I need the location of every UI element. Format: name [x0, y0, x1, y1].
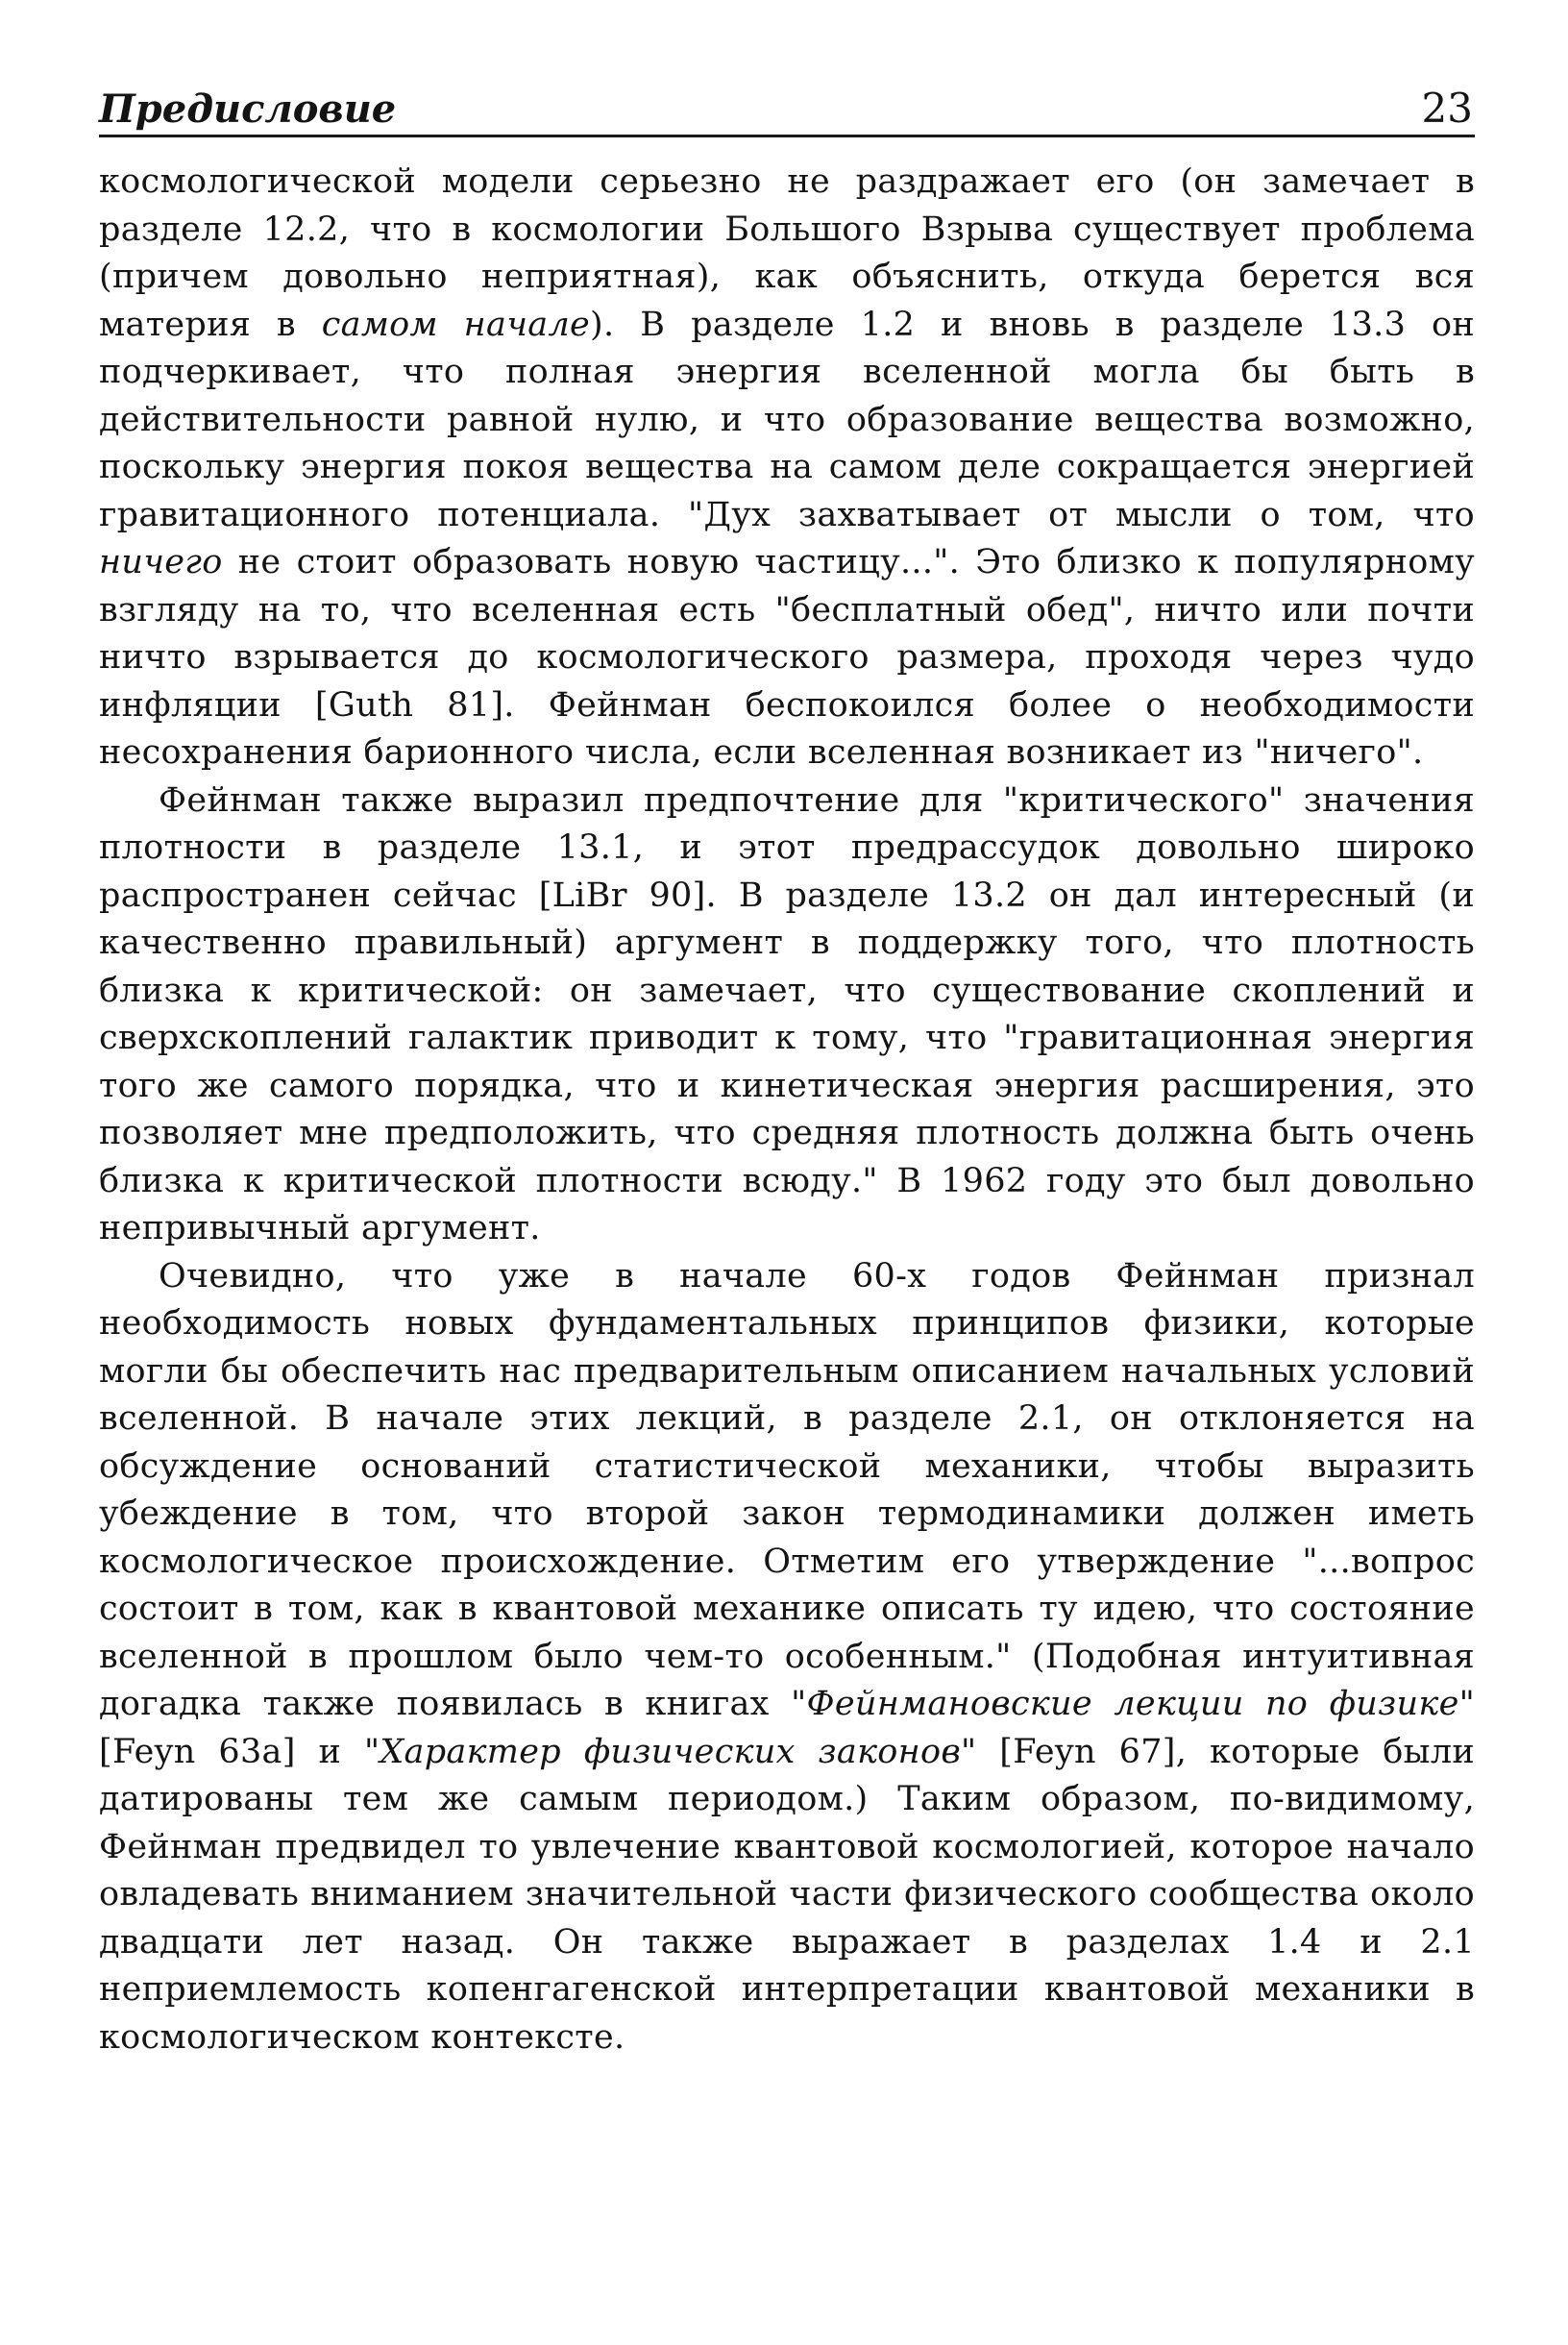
- page-number: 23: [1421, 85, 1473, 132]
- book-page: [99, 69, 1475, 2061]
- paragraph-1: [99, 159, 1475, 778]
- paragraph-3: [99, 1253, 1475, 2062]
- text-segment: " [Feyn 63a] и ": [99, 1685, 1475, 1771]
- italic-phrase: самом начале: [321, 305, 591, 344]
- italic-book-title: Характер физических законов: [380, 1732, 962, 1771]
- running-header: [99, 69, 1475, 137]
- text-segment: не стоит образовать новую частицу...". Это близко к популярному взгляду на то, что вселенная есть "бесплатный обед", ничто или почти ничто взрывается до космологического размера, проходя через чудо инфляции [Guth 81]. Фейнман беспокоился более о необходимости несохранения барионного числа, если вселенная возникает из "ничего".: [99, 543, 1475, 772]
- text-segment: Очевидно, что уже в начале 60-х годов Фейнман признал необходимость новых фундаментальных принципов физики, которые могли бы обеспечить нас предварительным описанием начальных условий вселенной. В начале этих лекций, в разделе 2.1, он отклоняется на обсуждение оснований статистической механики, чтобы выразить убеждение в том, что второй закон термодинамики должен иметь космологическое происхождение. Отметим его утверждение "...вопрос состоит в том, как в квантовой механике описать ту идею, что состояние вселенной в прошлом было чем-то особенным." (Подобная интуитивная догадка также появилась в книгах ": [99, 1256, 1475, 1723]
- body-text: [99, 159, 1475, 2061]
- paragraph-2: [99, 778, 1475, 1253]
- running-title: Предисловие: [99, 86, 397, 132]
- italic-book-title: Фейнмановские лекции по физике: [806, 1685, 1459, 1723]
- text-segment: космологической модели серьезно не раздражает его (он замечает в разделе 12.2, что в космологии Большого Взрыва существует проблема (причем довольно неприятная), как объяснить, откуда берется вся материя в: [99, 162, 1475, 344]
- text-segment: ). В разделе 1.2 и вновь в разделе 13.3 он подчеркивает, что полная энергия вселенной могла бы быть в действительности равной нулю, и что образование вещества возможно, поскольку энергия покоя вещества на самом деле сокращается энергией гравитационного потенциала. "Дух захватывает от мысли о том, что: [99, 305, 1475, 534]
- italic-phrase: ничего: [99, 543, 223, 581]
- text-segment: Фейнман также выразил предпочтение для "критического" значения плотности в разделе 13.1, и этот предрассудок довольно широко распространен сейчас [LiBr 90]. В разделе 13.2 он дал интересный (и качественно правильный) аргумент в поддержку того, что плотность близка к критической: он замечает, что существование скоплений и сверхскоплений галактик приводит к тому, что "гравитационная энергия того же самого порядка, что и кинетическая энергия расширения, это позволяет мне предположить, что средняя плотность должна быть очень близка к критической плотности всюду." В 1962 году это был довольно непривычный аргумент.: [99, 780, 1475, 1247]
- text-segment: " [Feyn 67], которые были датированы тем же самым периодом.) Таким образом, по-видимому, Фейнман предвидел то увлечение квантовой космологией, которое начало овладевать вниманием значительной части физического сообщества около двадцати лет назад. Он также выражает в разделах 1.4 и 2.1 неприемлемость копенгагенской интерпретации квантовой механики в космологическом контексте.: [99, 1732, 1475, 2057]
